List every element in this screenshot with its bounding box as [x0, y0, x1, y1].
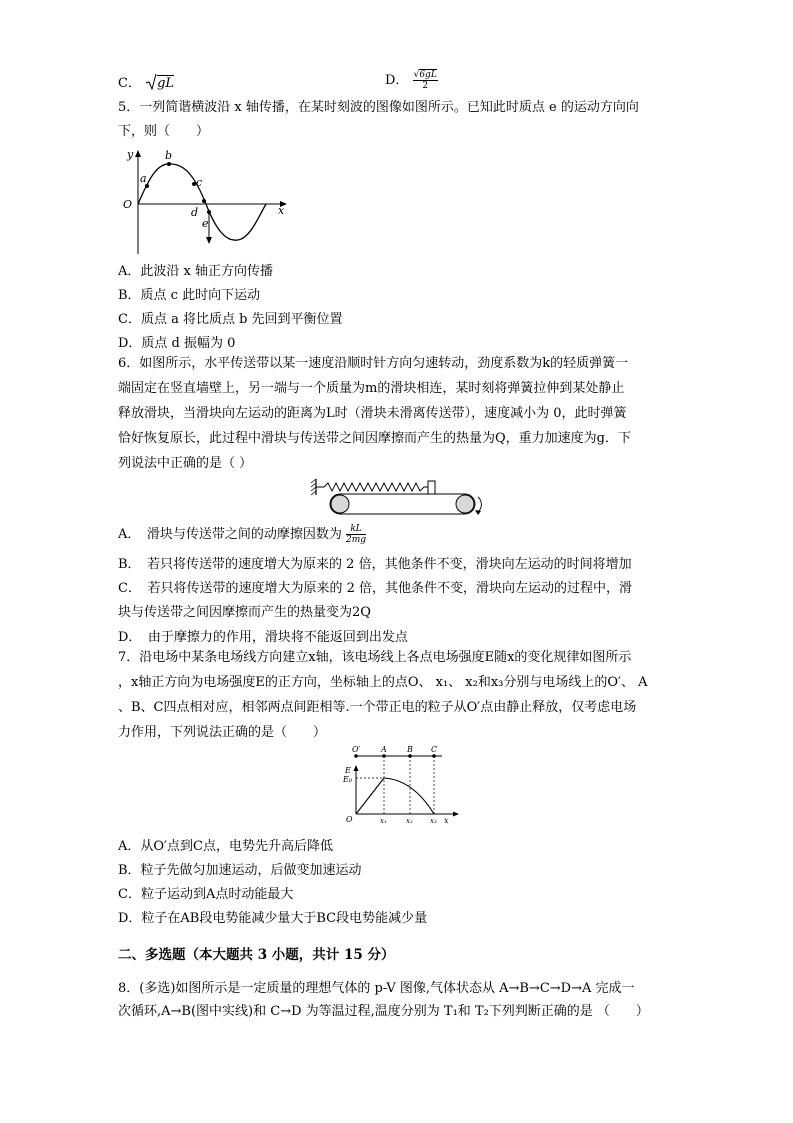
- q6-option-a: [118, 523, 366, 545]
- q7-option-d: D．粒子在AB段电势能减少量大于BC段电势能减少量: [118, 911, 428, 926]
- q6-stem-line-2: 端固定在竖直墙壁上，另一端与一个质量为m的滑块相连，某时刻将弹簧拉伸到某处静止: [118, 381, 625, 396]
- q7-stem-line-2: ，x轴正方向为电场强度E的正方向，坐标轴上的点O、 x₁、 x₂和x₃分别与电场线上的O′、 A: [118, 675, 648, 690]
- point-d: [202, 199, 206, 203]
- q5-fig-c: c: [196, 176, 203, 189]
- q5-option-a: A．此波沿 x 轴正方向传播: [118, 264, 273, 279]
- q5-fig-b: b: [165, 149, 173, 162]
- point-b: [167, 162, 171, 166]
- q5-fig-y: y: [127, 148, 134, 161]
- tick-x3: x₃: [430, 817, 437, 824]
- q6-option-a-num: kL: [346, 524, 366, 535]
- q6-option-a-den: 2mg: [346, 535, 367, 545]
- q7-stem-line-3: 、B、C四点相对应，相邻两点间距相等.一个带正电的粒子从O′点由静止释放，仅考虑电场: [118, 700, 637, 715]
- left-pulley: [331, 495, 349, 513]
- sqrt-symbol: [145, 73, 157, 91]
- q8-stem-line-2: 次循环,A→B(图中实线)和 C→D 为等温过程,温度分别为 T₁和 T₂下列判断正确的是 （ ）: [118, 1004, 649, 1019]
- q6-option-a-text: A． 滑块与传送带之间的动摩擦因数为: [118, 527, 342, 542]
- tick-x1: x₁: [380, 817, 387, 824]
- q4-option-d: [385, 70, 438, 91]
- q7-stem-line-4: 力作用，下列说法正确的是（ ）: [118, 725, 327, 740]
- q6-conveyor-figure: [310, 477, 490, 519]
- q6-option-b: B． 若只将传送带的速度增大为原来的 2 倍，其他条件不变，滑块向左运动的时间将增加: [118, 557, 632, 572]
- q6-stem-line-5: 列说法中正确的是（ ）: [118, 456, 253, 471]
- q4-option-d-label: D．: [385, 73, 409, 88]
- q4-option-d-fraction: $\frac{√6gL}{2}$: [413, 70, 437, 91]
- q7-field-figure: [340, 746, 470, 824]
- q4-option-d-num: 6gL: [419, 70, 437, 80]
- label-e0: E₀: [343, 775, 353, 784]
- q6-stem-line-4: 恰好恢复原长，此过程中滑块与传送带之间因摩擦而产生的热量为Q，重力加速度为g．下: [118, 431, 631, 446]
- q4-option-c: [118, 73, 174, 92]
- q5-fig-a: a: [140, 172, 147, 185]
- q7-option-a: A．从O′点到C点，电势先升高后降低: [118, 839, 333, 854]
- label-a: A: [381, 746, 387, 754]
- field-curve: [356, 778, 434, 814]
- q8-stem-line-1: 8．(多选)如图所示是一定质量的理想气体的 p-V 图像,气体状态从 A→B→C→D→A 完成一: [118, 981, 635, 996]
- q5-fig-x: x: [278, 204, 285, 217]
- section-2-heading: 二、多选题（本大题共 3 小题，共计 15 分）: [118, 947, 395, 963]
- rotation-arrow: [478, 497, 481, 512]
- belt: [330, 494, 475, 514]
- q4-option-c-label: C．: [118, 76, 141, 91]
- q6-option-c-line-2: 块与传送带之间因摩擦而产生的热量变为2Q: [118, 605, 371, 620]
- q7-stem-line-1: 7．沿电场中某条电场线方向建立x轴，该电场线上各点电场强度E随x的变化规律如图所示: [118, 650, 632, 665]
- q6-option-d: D． 由于摩擦力的作用，滑块将不能返回到出发点: [118, 630, 408, 645]
- q7-option-c: C．粒子运动到A点时动能最大: [118, 887, 294, 902]
- q7-option-b: B．粒子先做匀加速运动，后做变加速运动: [118, 863, 362, 878]
- q5-wave-figure: [120, 146, 290, 256]
- q4-option-c-expr: gL: [157, 76, 175, 91]
- axis-x: x: [444, 816, 449, 824]
- q6-stem-line-3: 释放滑块，当滑块向左运动的距离为L时（滑块未滑离传送带），速度减小为 0，此时弹簧: [118, 406, 627, 421]
- tick-x2: x₂: [406, 817, 413, 824]
- q6-option-a-fraction: [346, 524, 366, 545]
- q5-stem-line-2: 下，则（ ）: [118, 124, 210, 139]
- q4-option-d-den: 2: [422, 81, 429, 91]
- q5-fig-d: d: [191, 206, 199, 219]
- q5-option-b: B．质点 c 此时向下运动: [118, 288, 261, 303]
- label-c: C: [431, 746, 438, 754]
- spring: [316, 483, 428, 491]
- label-e: E: [345, 766, 351, 775]
- q6-option-c-line-1: C． 若只将传送带的速度增大为原来的 2 倍，其他条件不变，滑块向左运动的过程中，滑: [118, 581, 632, 596]
- q5-option-c: C．质点 a 将比质点 b 先回到平衡位置: [118, 312, 343, 327]
- q5-stem-line-1: 5．一列简谐横波沿 x 轴传播，在某时刻波的图像如图所示。已知此时质点 e 的运动方向向: [118, 100, 639, 115]
- label-origin: O: [346, 815, 353, 824]
- label-o-prime: O′: [352, 746, 361, 754]
- right-pulley: [456, 495, 474, 513]
- q6-stem-line-1: 6．如图所示，水平传送带以某一速度沿顺时针方向匀速转动，劲度系数为k的轻质弹簧一: [118, 356, 629, 371]
- q5-fig-e: e: [202, 217, 209, 230]
- label-b: B: [407, 746, 413, 754]
- slider-block: [428, 481, 435, 494]
- q5-fig-o: O: [123, 198, 133, 211]
- q5-option-d: D．质点 d 振幅为 0: [118, 336, 236, 351]
